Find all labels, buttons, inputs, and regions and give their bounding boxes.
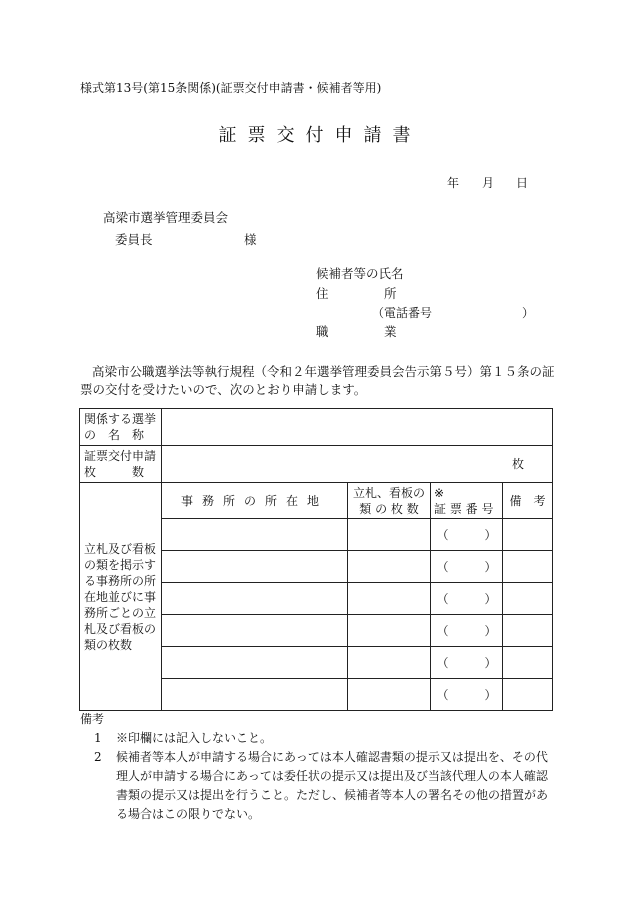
application-count-field[interactable] — [162, 446, 553, 483]
number-cell: （ ） — [431, 615, 503, 647]
applicant-address-label-2: 所 — [384, 286, 397, 301]
remarks-cell[interactable] — [503, 647, 553, 679]
applicant-phone-close: ） — [522, 306, 535, 320]
note-item: 1 ※印欄には記入しないこと。 — [94, 731, 273, 745]
count-cell[interactable] — [348, 647, 431, 679]
addressee-committee: 高梁市選挙管理委員会 — [103, 210, 229, 225]
count-cell[interactable] — [348, 519, 431, 551]
col-location-header: 事務所の所在地 — [162, 483, 348, 519]
col-number-header: ※ 証 票 番 号 — [431, 483, 503, 519]
applicant-occupation-label-1: 職 — [316, 324, 329, 339]
notes-heading: 備考 — [80, 712, 105, 726]
location-cell[interactable] — [162, 519, 348, 551]
applicant-address-label-1: 住 — [316, 286, 329, 301]
number-cell: （ ） — [431, 519, 503, 551]
applicant-name-label: 候補者等の氏名 — [316, 266, 404, 281]
application-count-row — [80, 446, 553, 483]
date-year-label: 年 — [447, 176, 460, 190]
election-name-row — [80, 409, 553, 446]
location-cell[interactable] — [162, 551, 348, 583]
count-cell[interactable] — [348, 679, 431, 711]
election-name-field[interactable] — [162, 409, 553, 446]
location-cell[interactable] — [162, 647, 348, 679]
addressee-honorific: 様 — [244, 232, 257, 247]
intro-text: 高梁市公職選挙法等執行規程（令和２年選挙管理委員会告示第５号）第１５条の証票の交付を受けたいので、次のとおり申請します。 — [80, 364, 555, 397]
applicant-phone-label: （電話番号 — [372, 306, 433, 320]
office-section-label: 立札及び看板の類を掲示する事務所の所在地並びに事務所ごとの立札及び看板の類の枚数 — [80, 483, 162, 711]
office-header-row — [80, 483, 553, 519]
location-cell[interactable] — [162, 583, 348, 615]
date-day-label: 日 — [516, 176, 529, 190]
election-name-label: 関係する選挙 の 名 称 — [80, 409, 162, 446]
application-count-label: 証票交付申請 枚 数 — [80, 446, 162, 483]
col-count-header: 立札、看板の 類 の 枚 数 — [348, 483, 431, 519]
form-number: 様式第13号(第15条関係)(証票交付申請書・候補者等用) — [80, 81, 382, 95]
number-cell: （ ） — [431, 679, 503, 711]
remarks-cell[interactable] — [503, 519, 553, 551]
remarks-cell[interactable] — [503, 615, 553, 647]
count-cell[interactable] — [348, 615, 431, 647]
location-cell[interactable] — [162, 679, 348, 711]
applicant-occupation-label-2: 業 — [384, 324, 397, 339]
count-unit: 枚 — [511, 457, 524, 471]
date-month-label: 月 — [482, 176, 495, 190]
note-item: 2 候補者等本人が申請する場合にあっては本人確認書類の提示又は提出を、その代理人が申請する場合にあっては委任状の提示又は提出及び当該代理人の本人確認書類の提示又は提出を行うこと。ただし、候補者等本人の署名その他の措置がある場合はこの限りでない。 — [94, 750, 549, 821]
count-cell[interactable] — [348, 583, 431, 615]
col-remarks-header: 備 考 — [503, 483, 553, 519]
count-cell[interactable] — [348, 551, 431, 583]
remarks-cell[interactable] — [503, 551, 553, 583]
document-title: 証票交付申請書 — [218, 125, 422, 146]
application-table — [79, 408, 553, 711]
number-cell: （ ） — [431, 647, 503, 679]
remarks-cell[interactable] — [503, 679, 553, 711]
location-cell[interactable] — [162, 615, 348, 647]
remarks-cell[interactable] — [503, 583, 553, 615]
number-cell: （ ） — [431, 551, 503, 583]
number-cell: （ ） — [431, 583, 503, 615]
addressee-chair: 委員長 — [115, 232, 153, 247]
